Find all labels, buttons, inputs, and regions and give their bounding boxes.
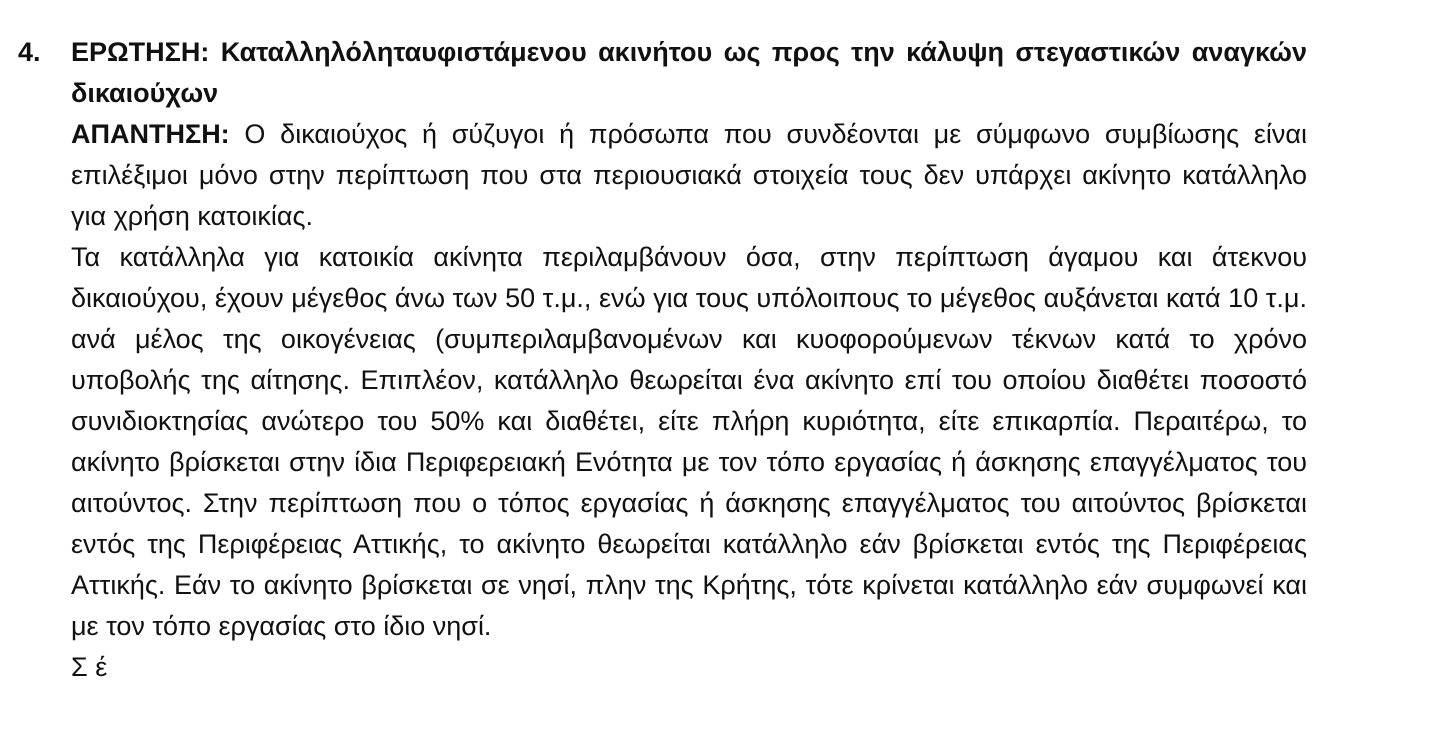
item-content bbox=[71, 32, 1307, 688]
item-number: 4. bbox=[18, 37, 41, 67]
cut-off-line: Σ έ bbox=[71, 652, 108, 682]
answer-text: Ο δικαιούχος ή σύζυγοι ή πρόσωπα που συνδέονται με σύμφωνο συμβίωσης είναι επιλέξιμοι μόνο στην περίπτωση που στα περιουσιακά στοιχεία τους δεν υπάρχει ακίνητο κατάλληλο για χρήση κατοικίας. bbox=[71, 119, 1307, 231]
answer-paragraph bbox=[71, 114, 1307, 237]
answer-label: ΑΠΑΝΤΗΣΗ: bbox=[71, 119, 230, 149]
criteria-paragraph: Τα κατάλληλα για κατοικία ακίνητα περιλαμβάνουν όσα, στην περίπτωση άγαμου και άτεκνου δικαιούχου, έχουν μέγεθος άνω των 50 τ.μ., ενώ για τους υπόλοιπους το μέγεθος αυξάνεται κατά 10 τ.μ. ανά μέλος της οικογένειας (συμπεριλαμβανομένων και κυοφορούμενων τέκνων κατά το χρόνο υποβολής της αίτησης. Επιπλέον, κατάλληλο θεωρείται ένα ακίνητο επί του οποίου διαθέτει ποσοστό συνιδιοκτησίας ανώτερο του 50% και διαθέτει, είτε πλήρη κυριότητα, είτε επικαρπία. Περαιτέρω, το ακίνητο βρίσκεται στην ίδια Περιφερειακή Ενότητα με τον τόπο εργασίας ή άσκησης επαγγέλματος του αιτούντος. Στην περίπτωση που ο τόπος εργασίας ή άσκησης επαγγέλματος του αιτούντος βρίσκεται εντός της Περιφέρειας Αττικής, το ακίνητο θεωρείται κατάλληλο εάν βρίσκεται εντός της Περιφέρειας Αττικής. Εάν το ακίνητο βρίσκεται σε νησί, πλην της Κρήτης, τότε κρίνεται κατάλληλο εάν συμφωνεί και με τον τόπο εργασίας στο ίδιο νησί. bbox=[71, 242, 1307, 641]
question-heading: ΕΡΩΤΗΣΗ: Καταλληλόληταυφιστάμενου ακινήτου ως προς την κάλυψη στεγαστικών αναγκών δικαιούχων bbox=[71, 37, 1307, 108]
